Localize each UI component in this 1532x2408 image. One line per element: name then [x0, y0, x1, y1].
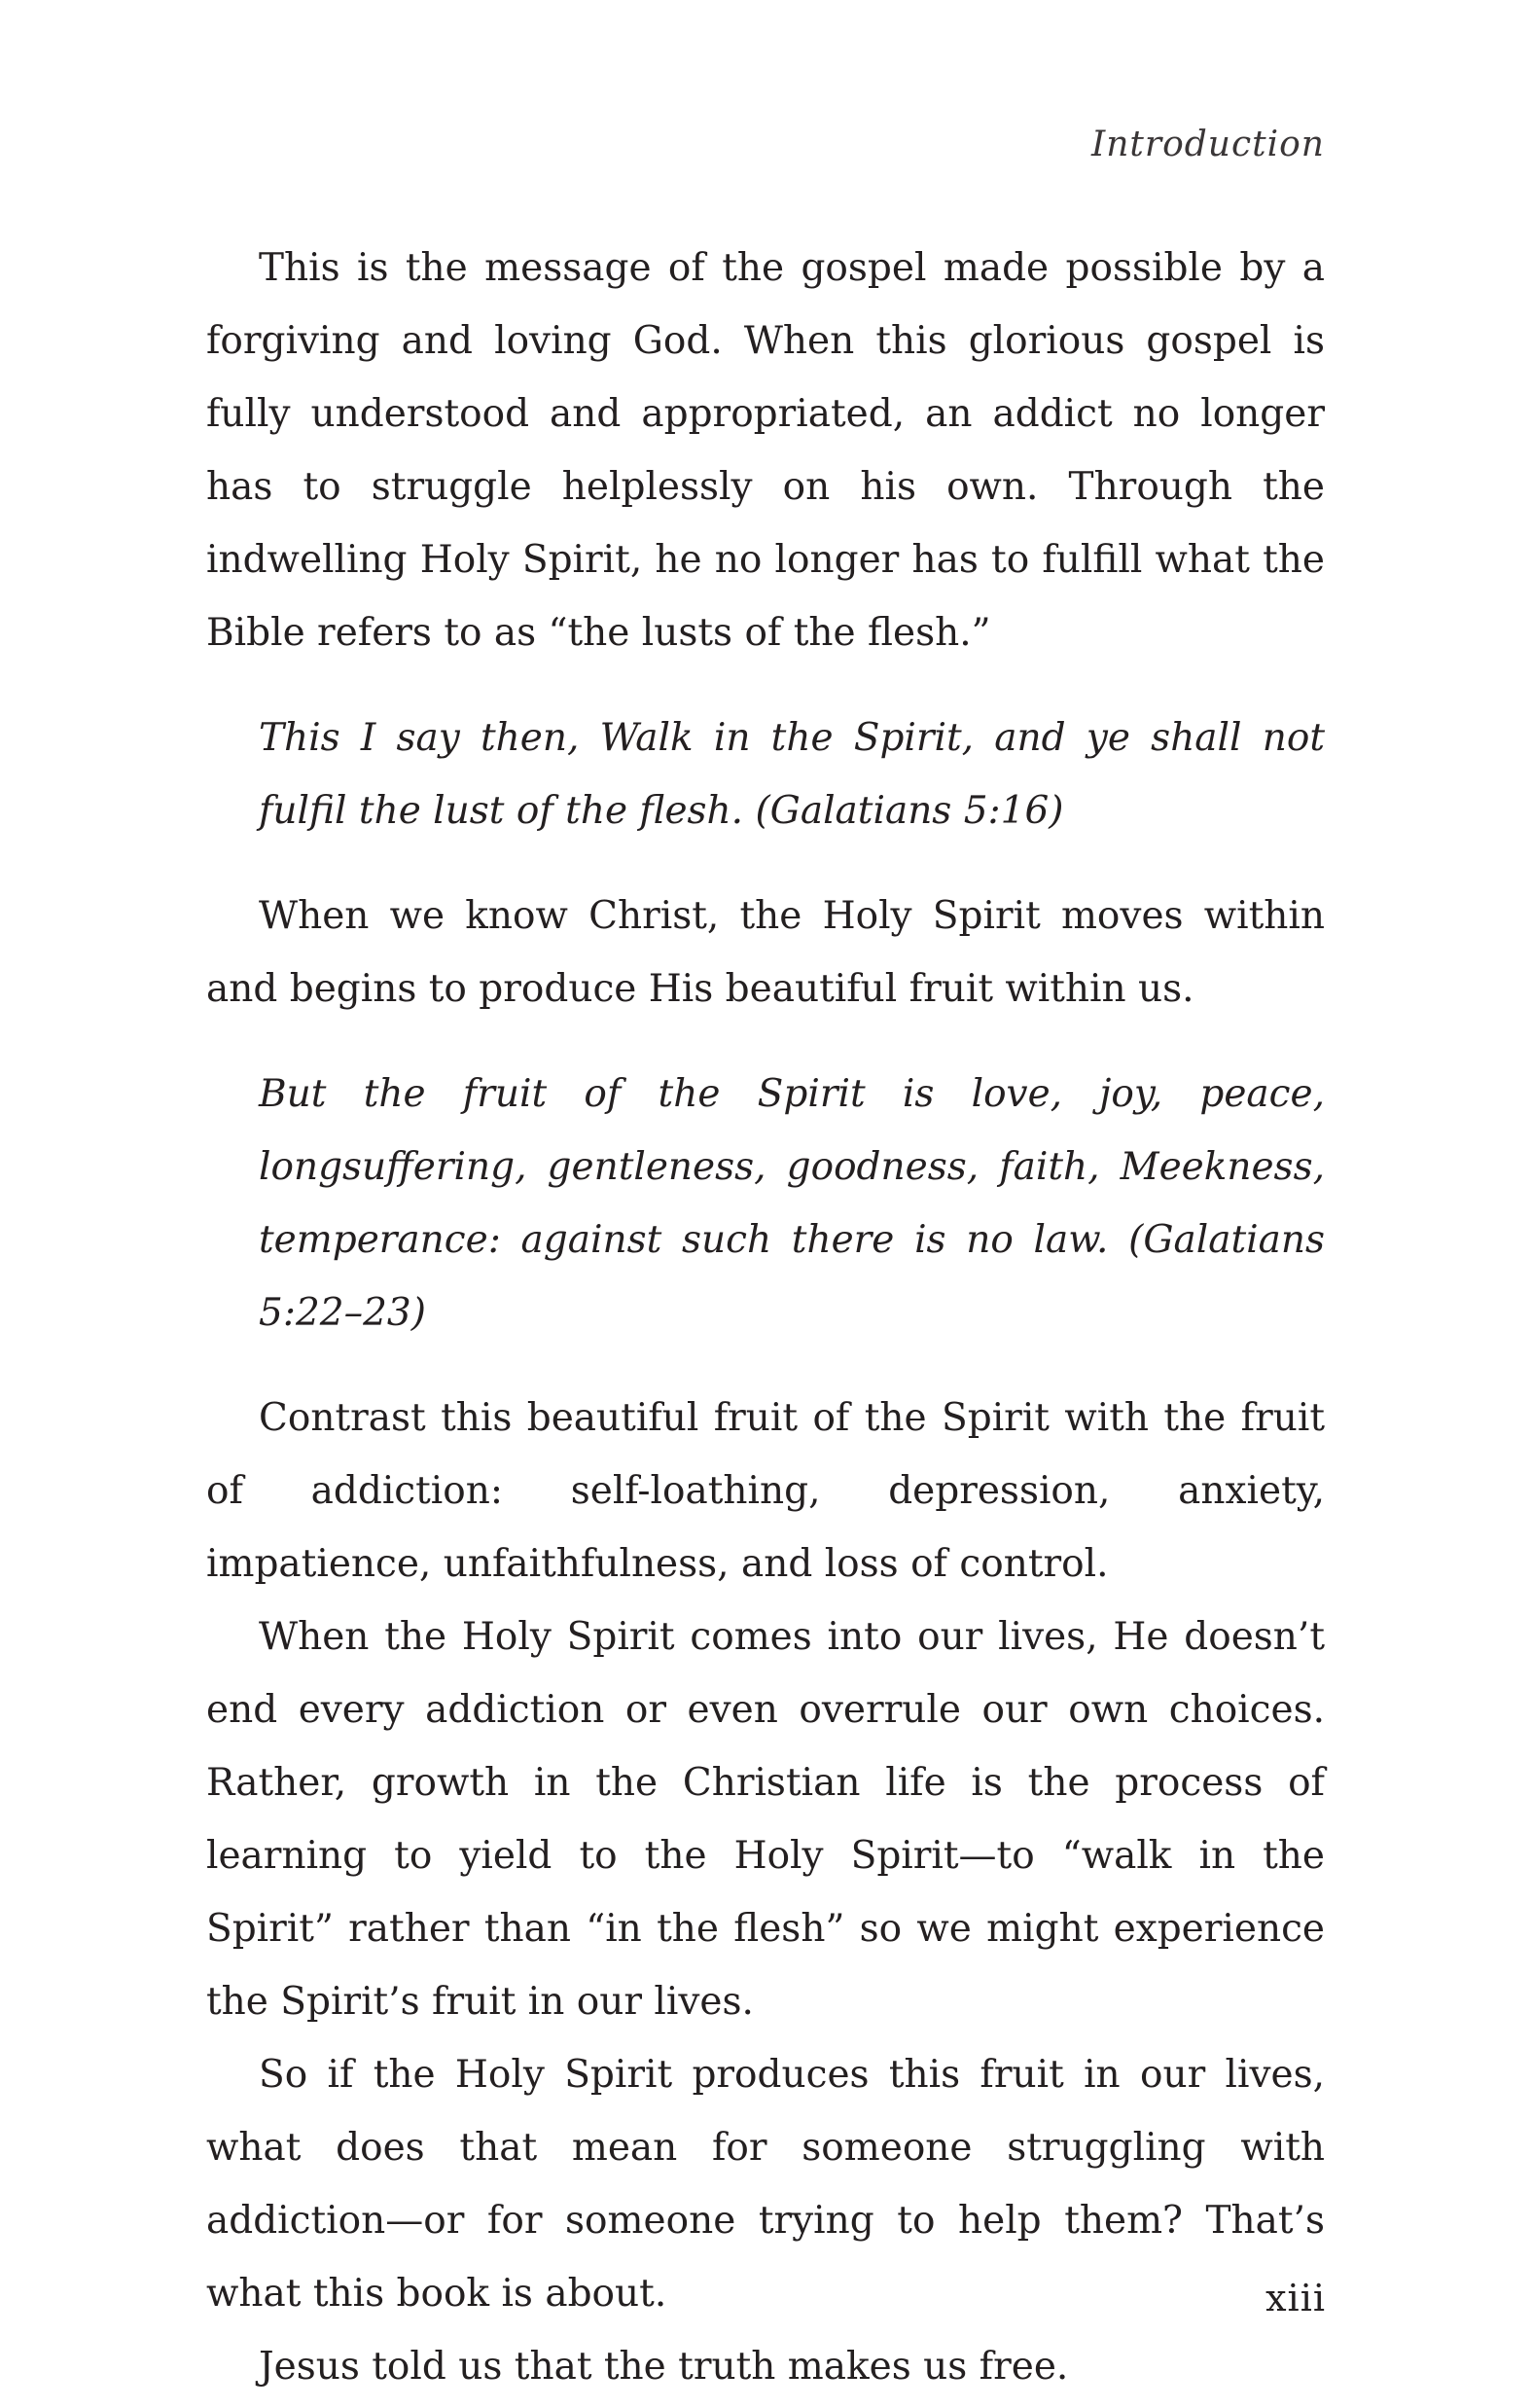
scripture-quote-galatians-5-22: But the fruit of the Spirit is love, joy, peace, longsuffering, gentleness, goodness, faith, Meekness, temperance: against such there is no law. (Galatians 5:22–23): [259, 1072, 1325, 1335]
page-number: xiii: [1265, 2277, 1326, 2319]
paragraph-holy-spirit-comes: When the Holy Spirit comes into our lives, He doesn’t end every addiction or even overrule our own choices. Rather, growth in the Christian life is the process of learning to yield to the Holy Spirit—to “walk in the Spirit” rather than “in the flesh” so we might experience the Spirit’s fruit in our lives.: [206, 1615, 1325, 2024]
paragraph-know-christ: When we know Christ, the Holy Spirit moves within and begins to produce His beautiful fruit within us.: [206, 894, 1325, 1011]
paragraph-contrast-fruit: Contrast this beautiful fruit of the Spirit with the fruit of addiction: self-loathing, depression, anxiety, impatience, unfaithfulness, and loss of control.: [206, 1396, 1325, 1586]
paragraph-book-purpose: So if the Holy Spirit produces this fruit in our lives, what does that mean for someone struggling with addiction—or for someone trying to help them? That’s what this book is about.: [206, 2053, 1325, 2316]
scripture-quote-galatians-5-16: This I say then, Walk in the Spirit, and ye shall not fulfil the lust of the flesh. (Galatians 5:16): [259, 716, 1325, 833]
paragraph-truth-free: Jesus told us that the truth makes us free.: [259, 2345, 1069, 2389]
running-head: Introduction: [1091, 125, 1325, 164]
paragraph-gospel-message: This is the message of the gospel made possible by a forgiving and loving God. When this glorious gospel is fully understood and appropriated, an addict no longer has to struggle helplessly on his own. Through the indwelling Holy Spirit, he no longer has to fulfill what the Bible refers to as “the lusts of the flesh.”: [206, 246, 1325, 655]
body-text: [206, 232, 1325, 2403]
